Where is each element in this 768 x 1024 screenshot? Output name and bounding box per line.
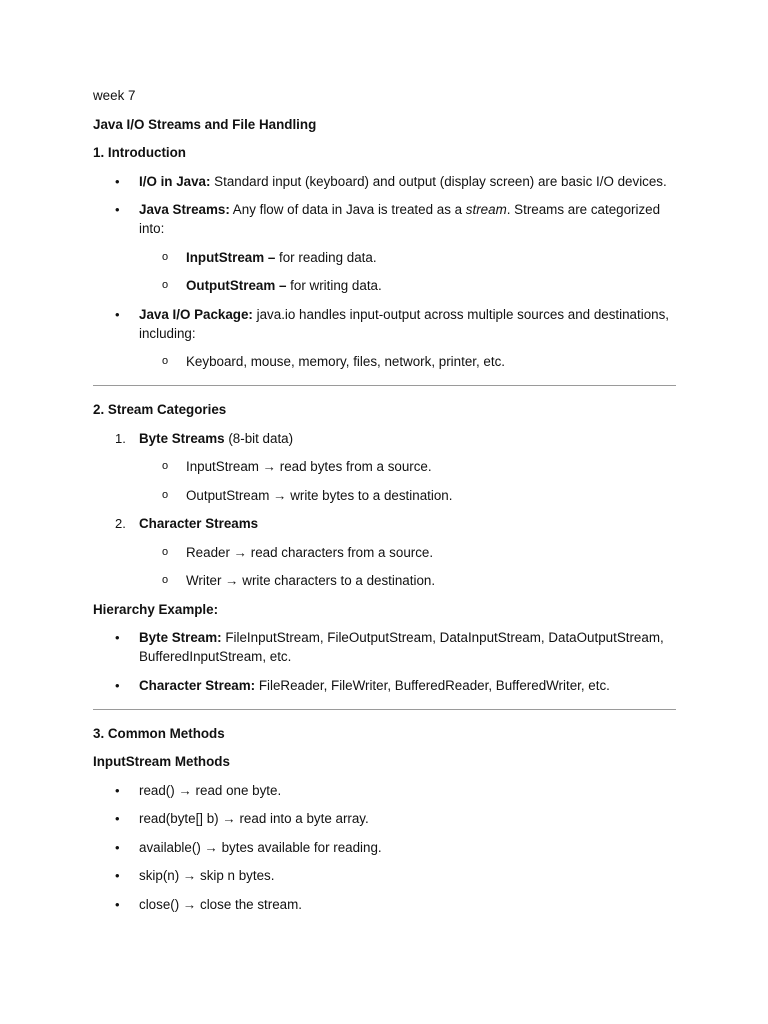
- numbered-item: [93, 514, 676, 533]
- sub-bullet-marker: o: [162, 460, 169, 472]
- item-text: read(byte[] b) → read into a byte array.: [139, 811, 369, 826]
- sub-bullet-marker: o: [162, 545, 169, 558]
- list-item: [93, 838, 676, 857]
- list-item: [93, 305, 676, 343]
- item-text: close() → close the stream.: [139, 896, 302, 912]
- numbered-item: [93, 429, 676, 448]
- list-item: [93, 809, 676, 828]
- bullet-marker: •: [115, 173, 120, 189]
- item-text: Writer → write characters to a destination.: [186, 573, 436, 588]
- section-divider: [93, 709, 676, 710]
- item-text: Any flow of data in Java is treated as a: [229, 202, 466, 217]
- section-2-sublist-2: [93, 543, 676, 591]
- item-text: Standard input (keyboard) and output (display screen) are basic I/O devices.: [210, 173, 667, 189]
- sub-bullet-marker: o: [162, 279, 169, 291]
- section-2-list: [93, 429, 676, 448]
- item-text: read() → read one byte.: [139, 782, 282, 798]
- item-label: InputStream –: [186, 249, 276, 265]
- bullet-marker: •: [115, 868, 120, 883]
- item-text: Keyboard, mouse, memory, files, network, printer, etc.: [186, 354, 506, 369]
- hierarchy-heading: Hierarchy Example:: [93, 601, 219, 617]
- sub-list-item: [93, 248, 676, 267]
- bullet-marker: •: [115, 782, 120, 798]
- section-3-heading: 3. Common Methods: [93, 725, 225, 741]
- sub-bullet-marker: o: [162, 574, 169, 586]
- sub-list-item: [93, 276, 676, 295]
- sub-bullet-marker: o: [162, 250, 169, 263]
- item-text: (8-bit data): [224, 430, 294, 446]
- document-page: [93, 86, 676, 923]
- item-text: OutputStream → write bytes to a destination.: [186, 487, 453, 503]
- item-text: InputStream → read bytes from a source.: [186, 459, 432, 474]
- list-item: [93, 200, 676, 238]
- list-item: [93, 172, 676, 191]
- section-2-sublist-1: [93, 457, 676, 505]
- item-text: . Streams are categorized into:: [139, 202, 661, 236]
- item-label: Byte Stream:: [139, 630, 222, 645]
- inputstream-methods-heading: InputStream Methods: [93, 754, 230, 769]
- sub-bullet-marker: o: [162, 355, 169, 367]
- bullet-marker: •: [115, 811, 120, 826]
- item-label: Character Streams: [139, 516, 259, 531]
- item-label: Byte Streams: [139, 430, 225, 446]
- bullet-marker: •: [115, 896, 120, 912]
- item-text: for writing data.: [286, 278, 382, 293]
- hierarchy-list: [93, 628, 676, 695]
- item-text: Reader → read characters from a source.: [186, 544, 434, 560]
- sub-list-item: [93, 571, 676, 590]
- number-marker: 1.: [115, 430, 126, 446]
- number-marker: 2.: [115, 516, 126, 531]
- bullet-marker: •: [115, 202, 120, 217]
- item-text: FileReader, FileWriter, BufferedReader, BufferedWriter, etc.: [255, 677, 610, 693]
- sub-list-item: [93, 486, 676, 505]
- section-divider: [93, 385, 676, 386]
- list-item: [93, 628, 676, 666]
- list-item: [93, 781, 676, 800]
- item-label: Java I/O Package:: [139, 306, 253, 322]
- methods-list: [93, 781, 676, 914]
- section-1-list: [93, 172, 676, 239]
- list-item: [93, 895, 676, 914]
- item-label: OutputStream –: [186, 278, 287, 293]
- bullet-marker: •: [115, 839, 120, 855]
- week-label: week 7: [93, 88, 136, 103]
- section-1-sublist: [93, 248, 676, 296]
- list-item: [93, 676, 676, 695]
- item-text: skip(n) → skip n bytes.: [139, 868, 275, 883]
- list-item: [93, 866, 676, 885]
- item-emphasis: stream: [465, 202, 507, 217]
- item-label: I/O in Java:: [139, 173, 211, 189]
- sub-bullet-marker: o: [162, 488, 169, 501]
- item-text: available() → bytes available for reading.: [139, 839, 382, 855]
- section-2-list-cont: [93, 514, 676, 533]
- sub-list-item: [93, 457, 676, 476]
- bullet-marker: •: [115, 306, 120, 322]
- item-text: java.io handles input-output across multiple sources and destinations, including:: [139, 306, 670, 341]
- item-label: Java Streams:: [139, 202, 230, 217]
- section-1-list-cont: [93, 305, 676, 343]
- section-2-heading: 2. Stream Categories: [93, 402, 227, 417]
- item-text: FileInputStream, FileOutputStream, DataInputStream, DataOutputStream, BufferedInputStream, etc.: [139, 630, 664, 664]
- document-title: Java I/O Streams and File Handling: [93, 116, 317, 132]
- bullet-marker: •: [115, 630, 120, 645]
- sub-list-item: [93, 543, 676, 562]
- section-1-heading: 1. Introduction: [93, 145, 186, 160]
- section-1-sublist-2: [93, 352, 676, 371]
- item-label: Character Stream:: [139, 677, 256, 693]
- item-text: for reading data.: [275, 249, 377, 265]
- bullet-marker: •: [115, 677, 120, 693]
- sub-list-item: [93, 352, 676, 371]
